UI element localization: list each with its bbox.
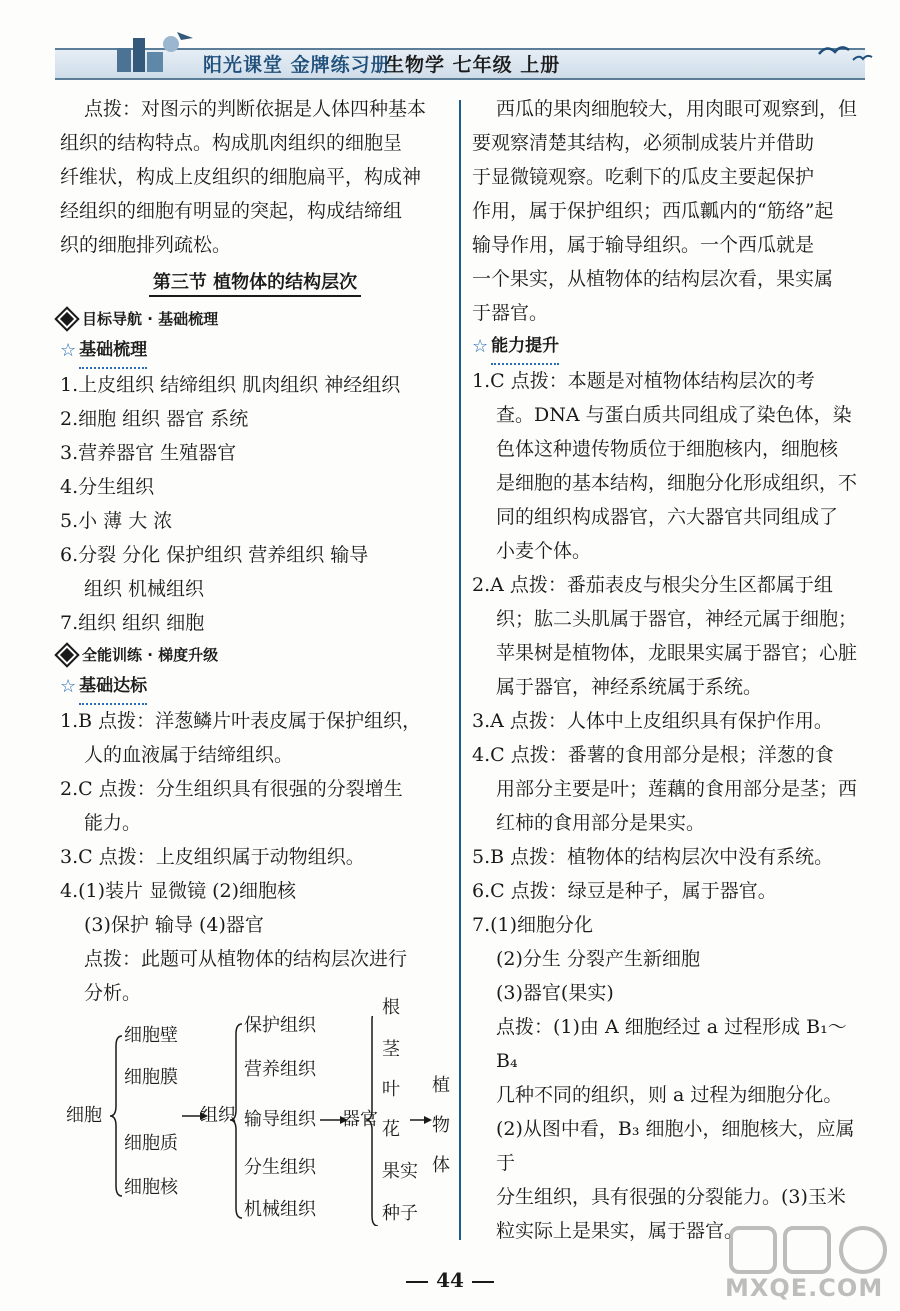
answer-line: 用部分主要是叶；莲藕的食用部分是茎；西 <box>496 778 858 800</box>
star-icon: ☆ <box>60 676 77 697</box>
text-line: 于器官。 <box>472 302 549 324</box>
text-line: 西瓜的果肉细胞较大，用肉眼可观察到，但 <box>496 98 858 120</box>
text-line: 经组织的细胞有明显的突起，构成结缔组 <box>60 200 403 222</box>
answer-line: 1.上皮组织 结缔组织 肌肉组织 神经组织 <box>60 374 401 396</box>
text-line: 作用，属于保护组织；西瓜瓤内的“筋络”起 <box>472 200 834 222</box>
answer-line: 分析。 <box>84 982 142 1004</box>
series-title: 阳光课堂 金牌练习册 <box>203 54 391 76</box>
text-line: 一个果实，从植物体的结构层次看，果实属 <box>472 268 834 290</box>
diagram-tissue-type: 分生组织 <box>244 1157 316 1178</box>
answer-line: 1.C 点拨：本题是对植物体结构层次的考 <box>472 370 815 392</box>
diagram-cell-part: 细胞质 <box>124 1133 178 1154</box>
diagram-organ-type: 茎 <box>382 1039 400 1060</box>
text-line: 纤维状，构成上皮组织的细胞扁平，构成神 <box>60 166 422 188</box>
answer-line: 红柿的食用部分是果实。 <box>496 812 706 834</box>
diagram-tissue-type: 保护组织 <box>244 1015 316 1036</box>
answer-line: 6.分裂 分化 保护组织 营养组织 输导 <box>60 544 369 566</box>
diagram-plant-char: 植 <box>432 1075 450 1096</box>
diagram-plant-char: 物 <box>432 1115 450 1136</box>
diamond-icon <box>57 645 77 665</box>
diagram-organ-type: 果实 <box>382 1161 418 1182</box>
plant-structure-diagram <box>60 997 450 1226</box>
diagram-organ-type: 叶 <box>382 1079 400 1100</box>
answer-line: 4.(1)装片 显微镜 (2)细胞核 <box>60 880 297 902</box>
answer-line: (2)从图中看，B₃ 细胞小，细胞核大，应属于 <box>496 1118 855 1174</box>
diagram-organ-type: 种子 <box>382 1203 418 1224</box>
banner-training: 全能训练 · 梯度升级 <box>60 640 450 670</box>
answer-line: 2.细胞 组织 器官 系统 <box>60 408 249 430</box>
answer-line: 3.营养器官 生殖器官 <box>60 442 237 464</box>
answer-line: (3)器官(果实) <box>496 982 614 1004</box>
subheading-standard: ☆ 基础达标 <box>60 670 450 704</box>
answer-line: (3)保护 输导 (4)器官 <box>84 914 264 936</box>
dash-icon <box>472 1281 494 1283</box>
right-column <box>472 92 867 1248</box>
subheading-basics: ☆ 基础梳理 <box>60 334 450 368</box>
answer-line: 粒实际上是果实，属于器官。 <box>496 1220 744 1242</box>
text-line: 组织的结构特点。构成肌肉组织的细胞呈 <box>60 132 403 154</box>
answer-line: 几种不同的组织，则 a 过程为细胞分化。 <box>496 1084 843 1106</box>
city-logo-icon <box>107 28 197 76</box>
answer-line: 4.分生组织 <box>60 476 155 498</box>
answer-line: 5.B 点拨：植物体的结构层次中没有系统。 <box>472 846 834 868</box>
answer-line: 2.C 点拨：分生组织具有很强的分裂增生 <box>60 778 403 800</box>
answer-line: 小麦个体。 <box>496 540 592 562</box>
diamond-icon <box>57 309 77 329</box>
answer-line: 织；肱二头肌属于器官，神经元属于细胞； <box>496 608 858 630</box>
answer-line: 苹果树是植物体，龙眼果实属于器官；心脏 <box>496 642 858 664</box>
answer-line: 4.C 点拨：番薯的食用部分是根；洋葱的食 <box>472 744 834 766</box>
answer-line: 6.C 点拨：绿豆是种子，属于器官。 <box>472 880 777 902</box>
answer-line: (2)分生 分裂产生新细胞 <box>496 948 700 970</box>
column-divider <box>459 100 461 1240</box>
watermark-logo-icon <box>725 1222 895 1278</box>
page-number: 44 <box>0 1268 900 1292</box>
answer-line: 查。DNA 与蛋白质共同组成了染色体，染 <box>496 404 852 426</box>
answer-line: 同的组织构成器官，六大器官共同组成了 <box>496 506 839 528</box>
diagram-cell-part: 细胞核 <box>124 1177 178 1198</box>
answer-line: 3.C 点拨：上皮组织属于动物组织。 <box>60 846 365 868</box>
answer-line: 1.B 点拨：洋葱鳞片叶表皮属于保护组织， <box>60 710 422 732</box>
text-line: 于显微镜观察。吃剩下的瓜皮主要起保护 <box>472 166 815 188</box>
diagram-tissue-type: 输导组织 <box>244 1109 316 1130</box>
banner-goals: 目标导航 · 基础梳理 <box>60 304 450 334</box>
text-line: 输导作用，属于输导组织。一个西瓜就是 <box>472 234 815 256</box>
answer-line: 7.组织 组织 细胞 <box>60 612 205 634</box>
answer-line: 3.A 点拨：人体中上皮组织具有保护作用。 <box>472 710 833 732</box>
star-icon: ☆ <box>472 336 489 357</box>
answer-line: 组织 机械组织 <box>84 578 205 600</box>
answer-line: 属于器官，神经系统属于系统。 <box>496 676 763 698</box>
answer-line: 7.(1)细胞分化 <box>472 914 594 936</box>
answer-line: 点拨：(1)由 A 细胞经过 a 过程形成 B₁～B₄ <box>496 1016 847 1072</box>
site-watermark: MXQE.COM <box>725 1222 895 1302</box>
text-line: 织的细胞排列疏松。 <box>60 234 232 256</box>
diagram-cell-part: 细胞壁 <box>124 1025 178 1046</box>
diagram-organ-type: 花 <box>382 1119 400 1140</box>
diagram-tissue: 组织 <box>200 1105 236 1126</box>
diagram-tissue-type: 机械组织 <box>244 1199 316 1220</box>
answer-line: 人的血液属于结缔组织。 <box>84 744 294 766</box>
birds-icon <box>815 36 875 66</box>
star-icon: ☆ <box>60 340 77 361</box>
answer-line: 点拨：此题可从植物体的结构层次进行 <box>84 948 408 970</box>
page-header <box>55 28 865 80</box>
diagram-cell-part: 细胞膜 <box>124 1067 178 1088</box>
answer-line: 色体这种遗传物质位于细胞核内，细胞核 <box>496 438 839 460</box>
answer-line: 能力。 <box>84 812 142 834</box>
text-line: 点拨：对图示的判断依据是人体四种基本 <box>84 98 427 120</box>
answer-line: 2.A 点拨：番茄表皮与根尖分生区都属于组 <box>472 574 833 596</box>
subheading-ability: ☆ 能力提升 <box>472 330 867 364</box>
book-title: 生物学 七年级 上册 <box>385 54 561 76</box>
diagram-plant-char: 体 <box>432 1155 450 1176</box>
diagram-tissue-type: 营养组织 <box>244 1059 316 1080</box>
dash-icon <box>406 1281 428 1283</box>
answer-line: 分生组织，具有很强的分裂能力。(3)玉米 <box>496 1186 846 1208</box>
answer-line: 5.小 薄 大 浓 <box>60 510 173 532</box>
answer-line: 是细胞的基本结构，细胞分化形成组织，不 <box>496 472 858 494</box>
section-title: 第三节 植物体的结构层次 <box>60 266 450 300</box>
diagram-organ-type: 根 <box>382 997 400 1018</box>
diagram-cell: 细胞 <box>66 1105 102 1126</box>
left-column <box>60 92 450 1226</box>
diagram-organ: 器官 <box>342 1109 378 1130</box>
text-line: 要观察清楚其结构，必须制成装片并借助 <box>472 132 815 154</box>
